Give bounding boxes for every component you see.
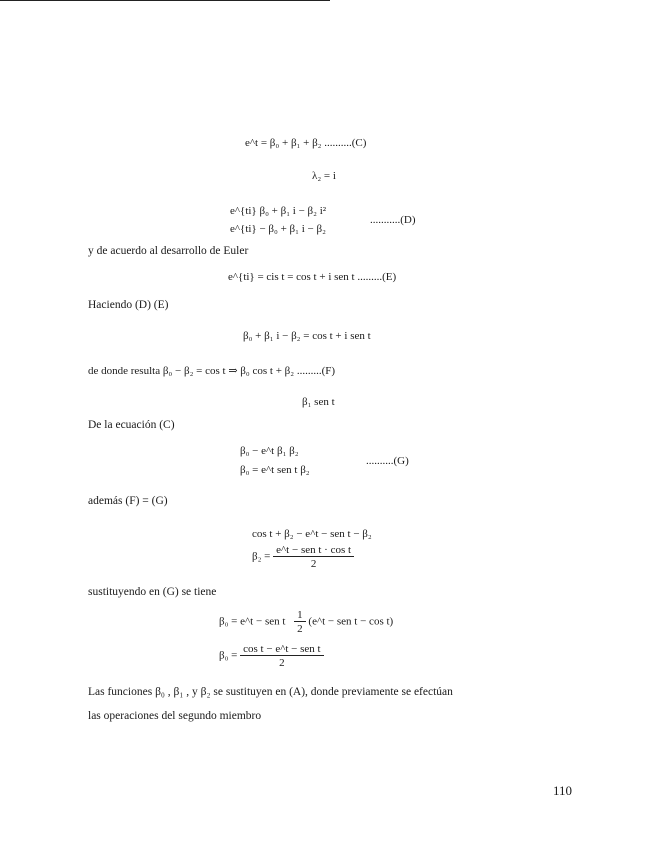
half-numerator: 1 [294,609,306,622]
combined-equation: cos t + β₂ − e^t − sen t − β₂ [252,528,372,540]
beta2-fraction [273,544,354,570]
half-denominator: 2 [297,623,303,635]
beta0-lhs-2: β₀ = [219,649,238,662]
haciendo-text: Haciendo (D) (E) [88,299,169,311]
half-fraction [294,609,306,635]
sustituyendo-text: sustituyendo en (G) se tiene [88,586,217,598]
equation-c: e^t = β₀ + β₁ + β₂ ..........(C) [245,137,367,149]
equation-d-line2: e^{ti} − β₀ + β₁ i − β₂ [230,223,326,235]
beta2-lhs: β₂ = [252,550,271,563]
beta0-equation-1 [219,609,393,635]
beta0-denominator: 2 [279,657,285,669]
beta0-fraction [240,643,323,669]
euler-substitution-equation: β₀ + β₁ i − β₂ = cos t + i sen t [243,330,371,342]
beta2-denominator: 2 [310,558,317,570]
equation-g-line2: β₀ = e^t sen t β₂ [240,464,310,476]
beta0-lhs-1: β₀ = e^t − sen t [219,615,286,628]
equation-e: e^{ti} = cis t = cos t + i sen t .........(E) [228,271,397,283]
beta2-numerator: e^t − sen t · cos t [273,544,354,557]
de-la-ecuacion-text: De la ecuación (C) [88,419,175,431]
beta0-numerator: cos t − e^t − sen t [240,643,323,656]
page-number: 110 [553,783,573,798]
beta1-equation: β₁ sen t [302,396,335,408]
final-paragraph-line2: las operaciones del segundo miembro [88,710,262,722]
equation-f-line: de donde resulta β₀ − β₂ = cos t ⇒ β₀ cos t + β₂ .........(F) [88,365,336,377]
top-rule [0,0,330,1]
beta0-paren-expression: (e^t − sen t − cos t) [308,615,394,628]
euler-intro-text: y de acuerdo al desarrollo de Euler [88,245,249,257]
equation-d-line1: e^{ti} β₀ + β₁ i − β₂ i² [230,205,327,217]
equation-g-label: ..........(G) [366,455,409,467]
lambda-2-equation: λ₂ = i [312,170,336,182]
ademas-text: además (F) = (G) [88,495,168,507]
equation-d-label: ...........(D) [370,214,416,226]
equation-g-line1: β₀ − e^t β₁ β₂ [240,445,299,457]
beta0-equation-2 [219,643,324,669]
beta2-equation [252,544,354,570]
final-paragraph-line1: Las funciones β₀ , β₁ , y β₂ se sustituyen en (A), donde previamente se efectúan [88,686,453,698]
